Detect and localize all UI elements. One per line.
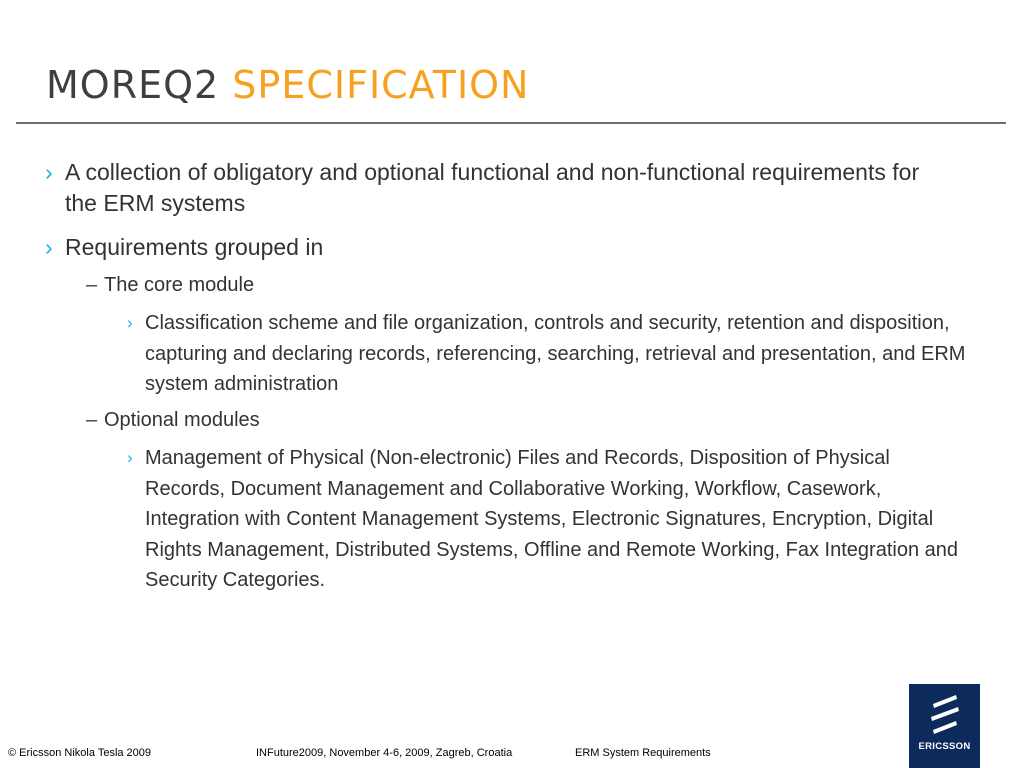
ericsson-logo xyxy=(909,684,980,768)
dash-marker: – xyxy=(86,409,98,431)
detail-optional-modules xyxy=(127,443,975,596)
title-part-moreq2: MOREQ2 xyxy=(46,63,220,107)
footer-event: INFuture2009, November 4-6, 2009, Zagreb, Croatia xyxy=(256,747,513,759)
bullet-collection xyxy=(45,157,945,218)
subitem-text: Optional modules xyxy=(104,409,260,431)
footer-topic: ERM System Requirements xyxy=(575,747,711,759)
title-divider xyxy=(16,122,1006,124)
detail-text: Management of Physical (Non-electronic) Files and Records, Disposition of Physical Records, Document Management and Collaborative Working, Workflow, Casework, Integration with Content Management Systems, Electronic Signatures, Encryption, Digital Rights Management, Distributed Systems, Offline and Remote Working, Fax Integration and Security Categories. xyxy=(145,447,958,591)
detail-text: Classification scheme and file organization, controls and security, retention and disposition, capturing and declaring records, referencing, searching, retrieval and presentation, and ERM system administration xyxy=(145,312,966,395)
dash-marker: – xyxy=(86,274,98,296)
footer-copyright: © Ericsson Nikola Tesla 2009 xyxy=(8,747,152,759)
detail-marker: › xyxy=(127,313,133,332)
bullet-marker: › xyxy=(45,159,53,185)
ericsson-logo-icon xyxy=(909,684,980,768)
bullet-marker: › xyxy=(45,234,53,260)
subitem-optional-modules xyxy=(86,405,924,436)
bullet-requirements-grouped xyxy=(45,232,945,263)
detail-marker: › xyxy=(127,448,133,467)
subitem-core-module xyxy=(86,270,924,301)
bullet-text: Requirements grouped in xyxy=(65,234,324,260)
detail-core-module xyxy=(127,308,975,400)
title-part-specification: SPECIFICATION xyxy=(232,63,530,107)
subitem-text: The core module xyxy=(104,274,255,296)
slide-title xyxy=(46,63,530,107)
bullet-text: A collection of obligatory and optional functional and non-functional requirements for the ERM systems xyxy=(65,159,920,216)
logo-wordmark: ERICSSON xyxy=(918,741,971,752)
